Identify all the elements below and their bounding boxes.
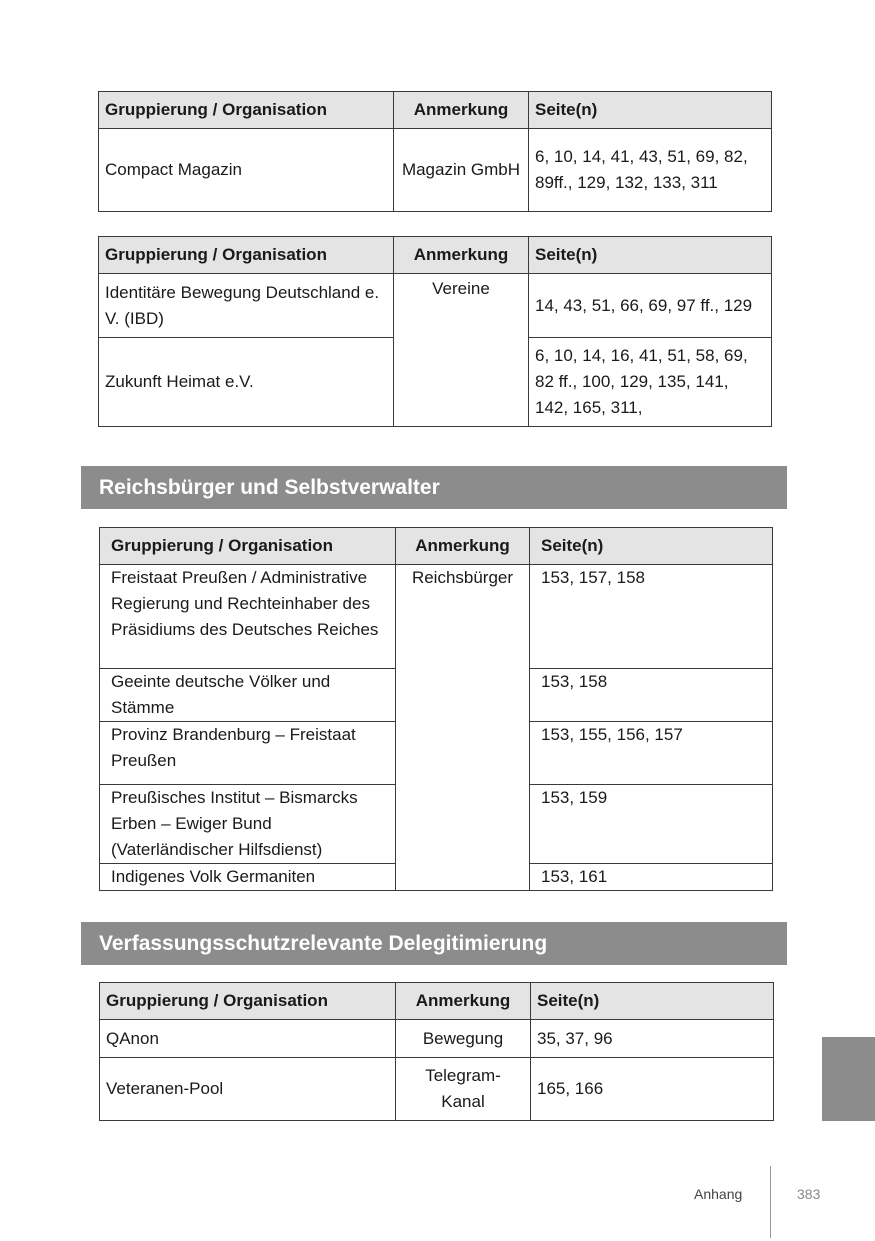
table-vereine bbox=[98, 236, 772, 427]
table-delegitimierung bbox=[99, 982, 774, 1121]
table-row bbox=[100, 565, 773, 669]
table-header-row bbox=[100, 528, 773, 565]
pages-cell: 153, 159 bbox=[530, 785, 773, 864]
anmerkung-cell: Reichsbürger bbox=[396, 565, 530, 891]
anmerkung-cell: Vereine bbox=[394, 274, 529, 427]
pages-cell: 153, 157, 158 bbox=[530, 565, 773, 669]
header-org: Gruppierung / Organisation bbox=[100, 983, 396, 1020]
org-name: Compact Magazin bbox=[99, 129, 394, 212]
header-org: Gruppierung / Organisation bbox=[99, 92, 394, 129]
org-name: Identitäre Bewegung Deutschland e. V. (IBD) bbox=[99, 274, 394, 338]
org-name: QAnon bbox=[100, 1020, 396, 1058]
pages-cell: 35, 37, 96 bbox=[531, 1020, 774, 1058]
table-row bbox=[100, 1058, 774, 1121]
section-heading-delegitimierung: Verfassungsschutzrelevante Delegitimierung bbox=[81, 922, 787, 965]
org-name: Zukunft Heimat e.V. bbox=[99, 338, 394, 427]
org-name: Geeinte deutsche Völker und Stämme bbox=[100, 669, 396, 722]
table-header-row bbox=[100, 983, 774, 1020]
table-header-row bbox=[99, 237, 772, 274]
anmerkung-cell: Telegram-Kanal bbox=[396, 1058, 531, 1121]
chapter-tab-marker bbox=[822, 1037, 875, 1121]
header-anmerkung: Anmerkung bbox=[394, 92, 529, 129]
header-seiten: Seite(n) bbox=[529, 237, 772, 274]
pages-cell: 6, 10, 14, 41, 43, 51, 69, 82, 89ff., 129, 132, 133, 311 bbox=[529, 129, 772, 212]
table-row bbox=[99, 274, 772, 338]
pages-cell: 6, 10, 14, 16, 41, 51, 58, 69, 82 ff., 100, 129, 135, 141, 142, 165, 311, bbox=[529, 338, 772, 427]
footer-section-label: Anhang bbox=[694, 1186, 743, 1202]
header-anmerkung: Anmerkung bbox=[396, 983, 531, 1020]
org-name: Veteranen-Pool bbox=[100, 1058, 396, 1121]
pages-cell: 153, 155, 156, 157 bbox=[530, 722, 773, 785]
pages-cell: 14, 43, 51, 66, 69, 97 ff., 129 bbox=[529, 274, 772, 338]
section-heading-reichsbuerger: Reichsbürger und Selbstverwalter bbox=[81, 466, 787, 509]
anmerkung-cell: Magazin GmbH bbox=[394, 129, 529, 212]
org-name: Indigenes Volk Germaniten bbox=[100, 864, 396, 891]
header-anmerkung: Anmerkung bbox=[394, 237, 529, 274]
org-name: Preußisches Institut – Bismarcks Erben – Ewiger Bund (Vaterländischer Hilfsdienst) bbox=[100, 785, 396, 864]
org-name: Freistaat Preußen / Administrative Regierung und Rechteinhaber des Präsidiums des Deutsches Reiches bbox=[100, 565, 396, 669]
header-seiten: Seite(n) bbox=[530, 528, 773, 565]
footer-divider bbox=[770, 1166, 771, 1238]
header-seiten: Seite(n) bbox=[531, 983, 774, 1020]
pages-cell: 153, 161 bbox=[530, 864, 773, 891]
table-header-row bbox=[99, 92, 772, 129]
header-seiten: Seite(n) bbox=[529, 92, 772, 129]
table-row bbox=[99, 129, 772, 212]
header-anmerkung: Anmerkung bbox=[396, 528, 530, 565]
page-number: 383 bbox=[797, 1186, 821, 1202]
pages-cell: 165, 166 bbox=[531, 1058, 774, 1121]
anmerkung-cell: Bewegung bbox=[396, 1020, 531, 1058]
table-compact bbox=[98, 91, 772, 212]
org-name: Provinz Brandenburg – Freistaat Preußen bbox=[100, 722, 396, 785]
table-row bbox=[100, 1020, 774, 1058]
header-org: Gruppierung / Organisation bbox=[100, 528, 396, 565]
table-reichsbuerger bbox=[99, 527, 773, 891]
header-org: Gruppierung / Organisation bbox=[99, 237, 394, 274]
pages-cell: 153, 158 bbox=[530, 669, 773, 722]
